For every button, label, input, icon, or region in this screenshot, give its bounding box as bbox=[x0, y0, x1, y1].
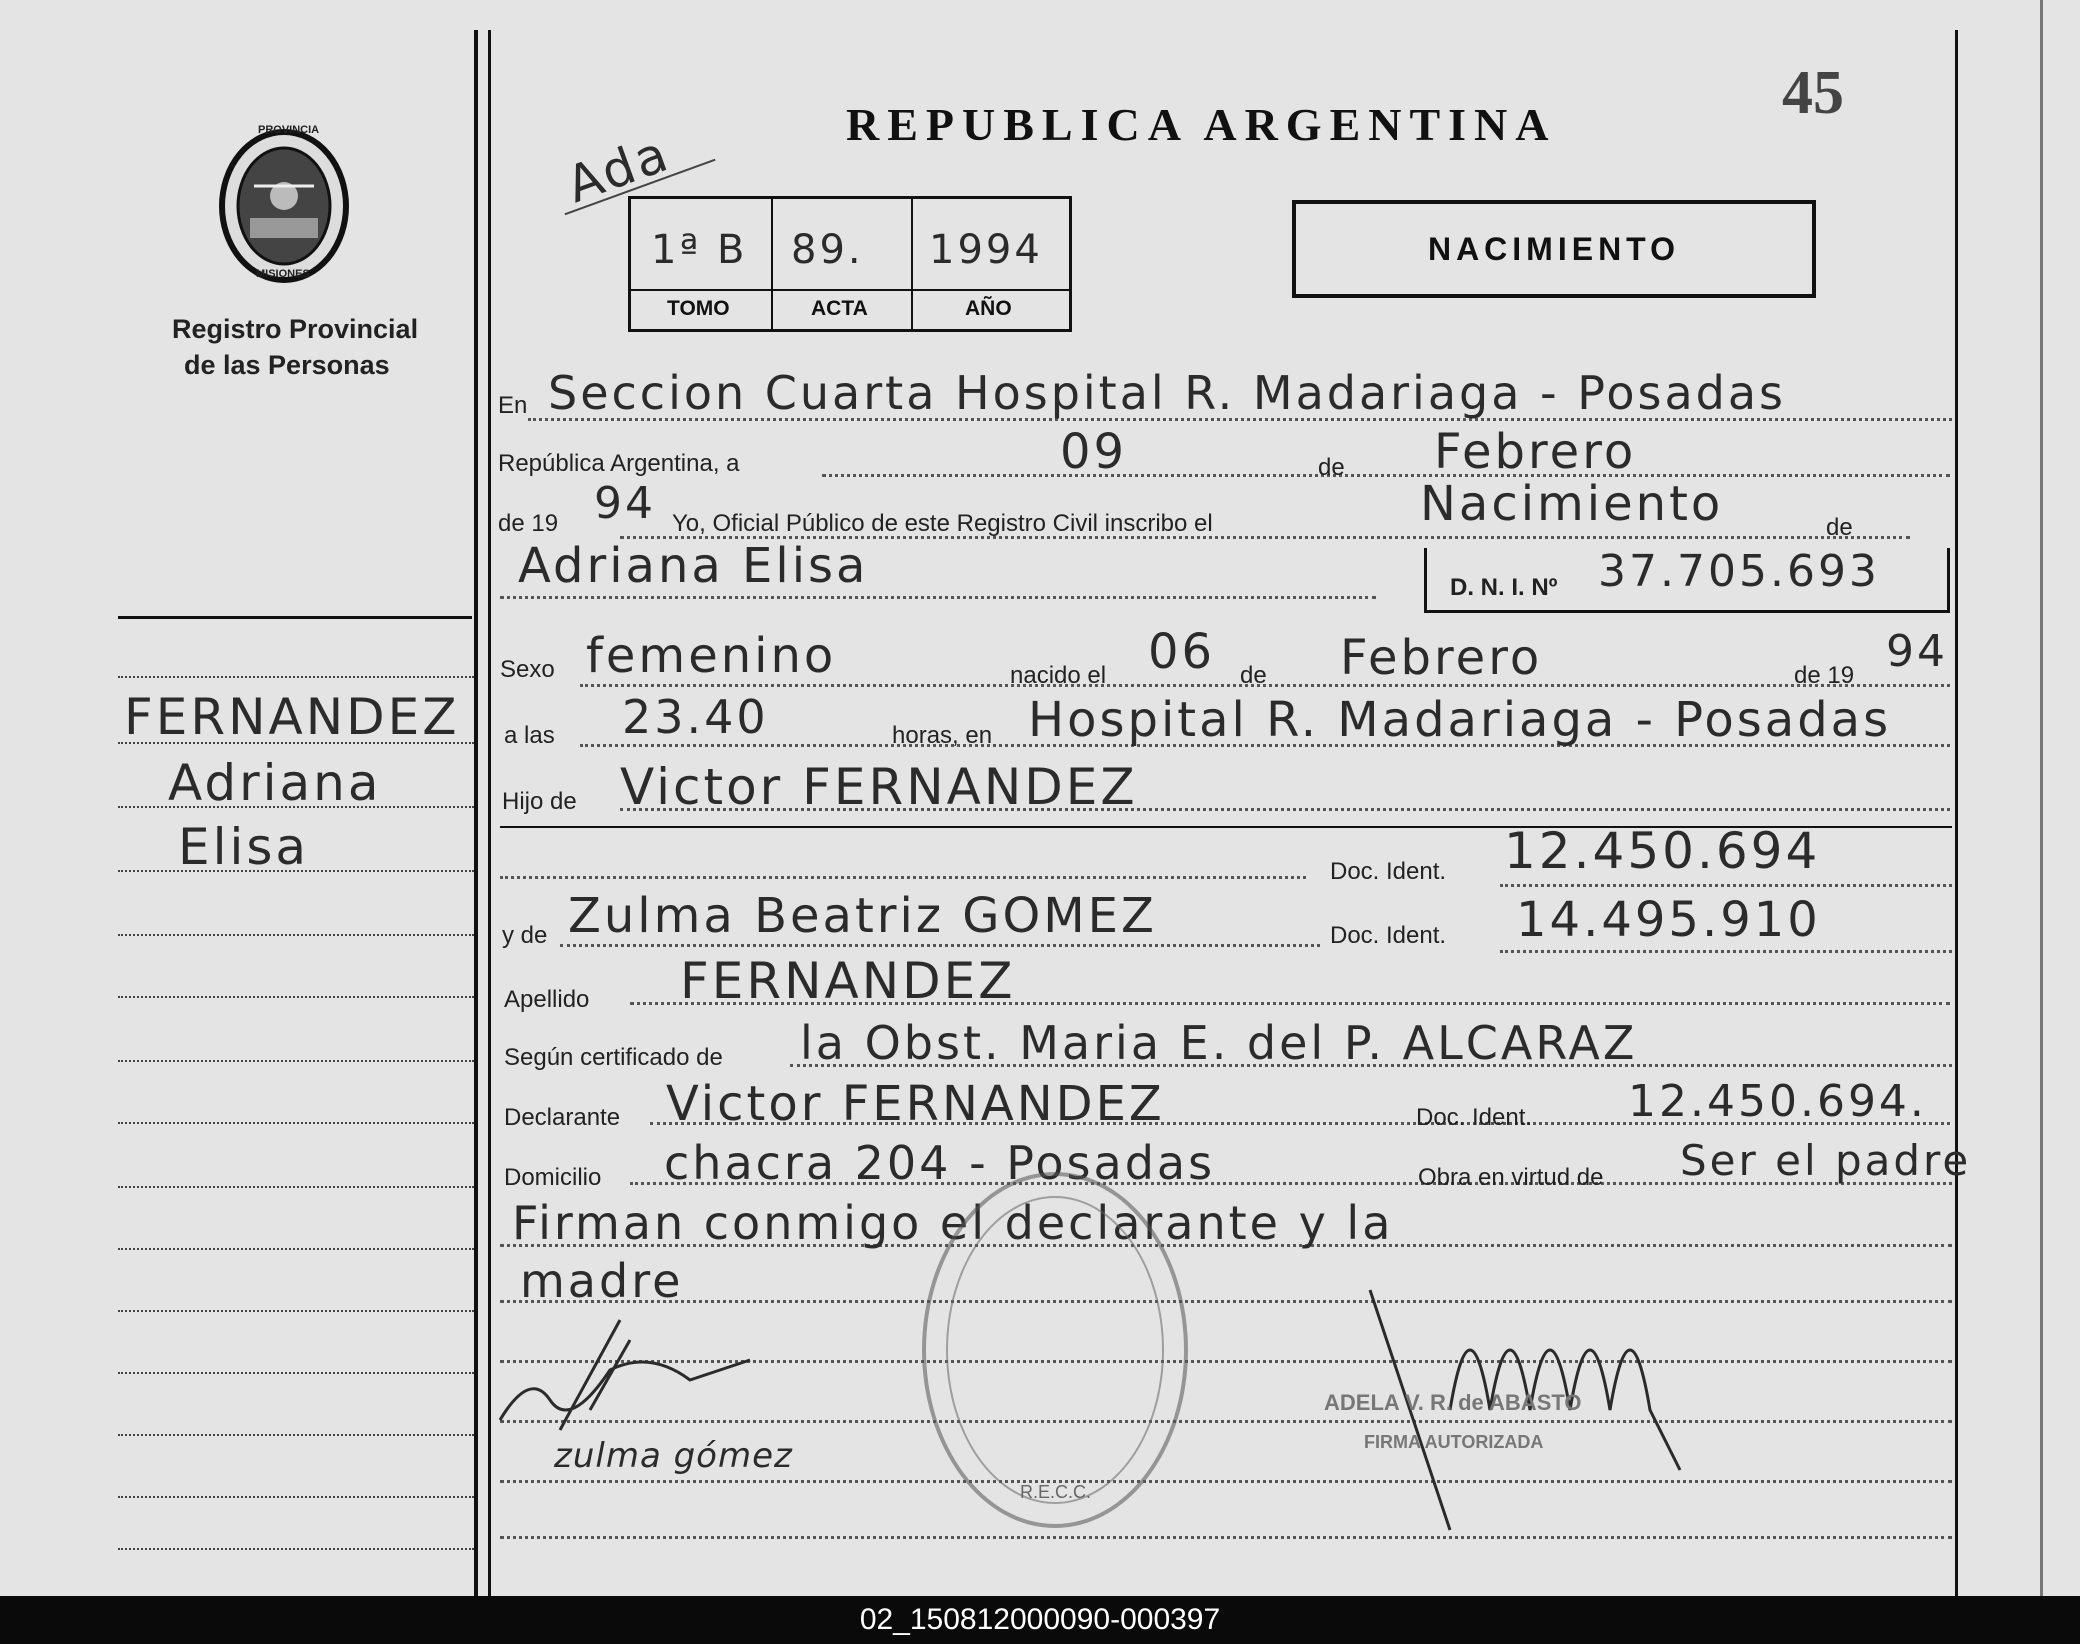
seal-text-bottom: R.E.C.C. bbox=[1020, 1482, 1092, 1502]
left-line bbox=[118, 1434, 474, 1436]
margin-surname: FERNANDEZ bbox=[124, 688, 460, 746]
left-line bbox=[118, 934, 474, 936]
dni-value: 37.705.693 bbox=[1598, 546, 1880, 597]
witness-signature-icon bbox=[490, 1310, 790, 1450]
ano-value: 1994 bbox=[929, 227, 1043, 273]
name-value: Adriana Elisa bbox=[518, 538, 869, 594]
emblem-text-bottom: MISIONES bbox=[256, 268, 310, 280]
horas-label: horas, en bbox=[892, 722, 993, 749]
birth-year-value: 94 bbox=[1886, 626, 1948, 677]
province-emblem-icon bbox=[214, 126, 354, 286]
dni-label: D. N. I. Nº bbox=[1450, 574, 1558, 601]
docident-label-1: Doc. Ident. bbox=[1330, 858, 1447, 885]
de2-label: de bbox=[1240, 662, 1267, 689]
official-seal bbox=[922, 1172, 1188, 1528]
registry-name-line1: Registro Provincial bbox=[172, 314, 419, 344]
de-label: de bbox=[1318, 454, 1345, 481]
declarante-value: Victor FERNANDEZ bbox=[666, 1076, 1165, 1132]
de-end-label: de bbox=[1826, 514, 1853, 541]
sexo-value: femenino bbox=[586, 628, 837, 684]
docident-label-3: Doc. Ident. bbox=[1416, 1104, 1533, 1131]
declarante-label: Declarante bbox=[504, 1104, 621, 1131]
segun-label: Según certificado de bbox=[504, 1044, 723, 1071]
inscribo-value: Nacimiento bbox=[1420, 476, 1724, 532]
apellido-label: Apellido bbox=[504, 986, 590, 1013]
tomo-label: TOMO bbox=[667, 297, 730, 320]
form-line bbox=[500, 596, 1376, 599]
ano-label: AÑO bbox=[965, 297, 1012, 320]
left-line bbox=[118, 1310, 474, 1312]
left-line bbox=[118, 1248, 474, 1250]
sexo-label: Sexo bbox=[500, 656, 555, 683]
form-line bbox=[500, 1536, 1952, 1539]
form-line bbox=[500, 1300, 1952, 1303]
birth-month-value: Febrero bbox=[1340, 630, 1543, 686]
declarante-doc-value: 12.450.694. bbox=[1628, 1076, 1927, 1127]
margin-given-name-1: Adriana bbox=[168, 754, 382, 812]
register-box bbox=[628, 196, 1072, 332]
left-line bbox=[118, 1060, 474, 1062]
yo-label: Yo, Oficial Público de este Registro Civil inscribo el bbox=[672, 510, 1213, 537]
witness-name: zulma gómez bbox=[554, 1436, 793, 1476]
year-value: 94 bbox=[594, 478, 656, 529]
handwritten-annotation: Ada bbox=[559, 123, 678, 215]
remark-line1: Firman conmigo el declarante y la bbox=[512, 1196, 1394, 1250]
register-label-divider bbox=[631, 289, 1069, 291]
left-line bbox=[118, 1186, 474, 1188]
acta-label: ACTA bbox=[811, 297, 868, 320]
docident-label-2: Doc. Ident. bbox=[1330, 922, 1447, 949]
form-line bbox=[1500, 950, 1952, 953]
page-edge bbox=[2040, 0, 2043, 1596]
obra-label: Obra en virtud de bbox=[1418, 1164, 1604, 1191]
father-doc-value: 12.450.694 bbox=[1504, 822, 1821, 880]
official-stamp-line2: FIRMA AUTORIZADA bbox=[1364, 1432, 1544, 1452]
left-line bbox=[118, 1372, 474, 1374]
mother-value: Zulma Beatriz GOMEZ bbox=[568, 888, 1157, 944]
left-line bbox=[118, 996, 474, 998]
form-line bbox=[822, 474, 1950, 477]
emblem-text-top: PROVINCIA bbox=[258, 124, 320, 136]
alas-label: a las bbox=[504, 722, 555, 749]
column-divider-left bbox=[474, 30, 478, 1596]
domicilio-value: chacra 204 - Posadas bbox=[664, 1136, 1216, 1190]
day-value: 09 bbox=[1060, 424, 1128, 480]
registry-name-line2: de las Personas bbox=[184, 350, 390, 380]
segun-value: la Obst. Maria E. del P. ALCARAZ bbox=[800, 1016, 1638, 1070]
tomo-value: 1ª B bbox=[651, 227, 748, 273]
country-title: REPUBLICA ARGENTINA bbox=[846, 99, 1557, 150]
acta-value: 89. bbox=[791, 227, 864, 273]
act-type-box: NACIMIENTO bbox=[1292, 200, 1816, 298]
nacido-label: nacido el bbox=[1010, 662, 1107, 689]
left-line bbox=[118, 1548, 474, 1550]
official-stamp-line1: ADELA V. R. de ABASTO bbox=[1324, 1390, 1582, 1415]
form-line bbox=[560, 944, 1320, 947]
month-value: Febrero bbox=[1434, 424, 1637, 480]
remark-line2: madre bbox=[520, 1254, 684, 1308]
de19-label: de 19 bbox=[1794, 662, 1855, 689]
left-line bbox=[118, 1122, 474, 1124]
scan-reference-footer: 02_150812000090-000397 bbox=[0, 1596, 2080, 1644]
time-value: 23.40 bbox=[622, 690, 769, 744]
father-value: Victor FERNANDEZ bbox=[620, 758, 1138, 816]
folio-number: 45 bbox=[1782, 59, 1844, 127]
place-value: Hospital R. Madariaga - Posadas bbox=[1028, 692, 1892, 748]
form-line bbox=[500, 1480, 1952, 1483]
right-border bbox=[1955, 30, 1958, 1596]
republica-label: República Argentina, a bbox=[498, 450, 740, 477]
birth-day-value: 06 bbox=[1148, 624, 1216, 680]
left-line bbox=[118, 1496, 474, 1498]
domicilio-label: Domicilio bbox=[504, 1164, 602, 1191]
obra-value: Ser el padre bbox=[1680, 1136, 1972, 1185]
hijo-label: Hijo de bbox=[502, 788, 577, 815]
en-label: En bbox=[498, 392, 528, 419]
margin-given-name-2: Elisa bbox=[178, 818, 310, 876]
yde-label: y de bbox=[502, 922, 548, 949]
apellido-value: FERNANDEZ bbox=[680, 952, 1016, 1010]
left-separator-top bbox=[118, 616, 472, 619]
year-prefix-label: de 19 bbox=[498, 510, 559, 537]
mother-doc-value: 14.495.910 bbox=[1516, 892, 1821, 948]
left-line bbox=[118, 676, 474, 678]
form-line bbox=[1500, 884, 1952, 887]
en-value: Seccion Cuarta Hospital R. Madariaga - Posadas bbox=[548, 366, 1787, 420]
form-line bbox=[500, 876, 1306, 879]
